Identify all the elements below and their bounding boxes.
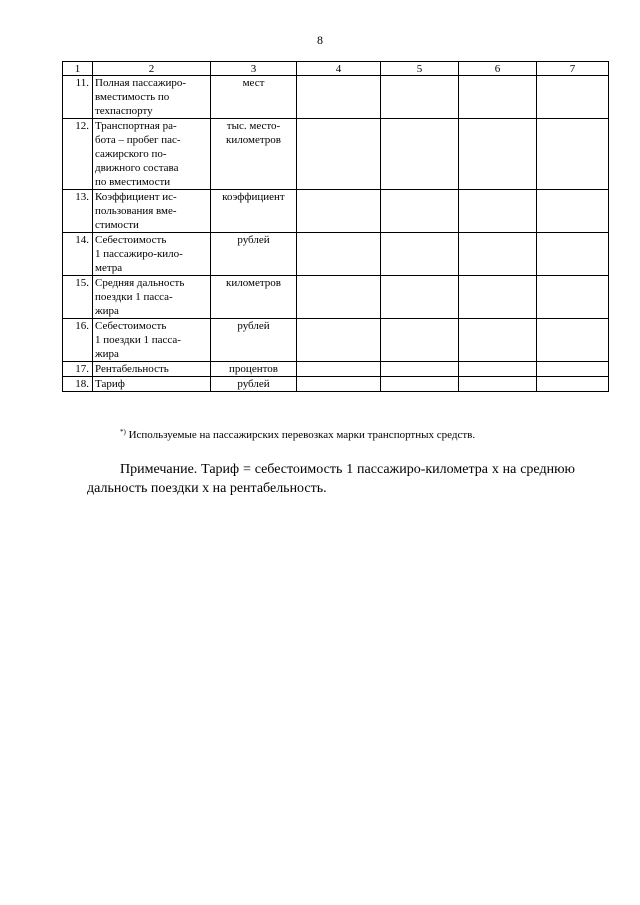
indicator-name bbox=[93, 76, 211, 119]
value-cell bbox=[537, 119, 609, 190]
data-table bbox=[62, 61, 609, 392]
indicator-name-line: сажирского по- bbox=[95, 148, 167, 160]
indicator-name-line: Транспортная ра- bbox=[95, 120, 177, 132]
value-cell bbox=[381, 276, 459, 319]
indicator-name-line: вместимость по bbox=[95, 91, 170, 103]
column-header: 6 bbox=[459, 62, 537, 76]
unit-of-measure bbox=[211, 233, 297, 276]
table-row bbox=[63, 362, 609, 377]
indicator-name-line: Средняя дальность bbox=[95, 277, 185, 289]
row-number: 17. bbox=[63, 362, 93, 377]
row-number: 13. bbox=[63, 190, 93, 233]
indicator-name bbox=[93, 190, 211, 233]
table-row bbox=[63, 377, 609, 392]
indicator-name-line: пользования вме- bbox=[95, 205, 177, 217]
value-cell bbox=[297, 362, 381, 377]
value-cell bbox=[537, 362, 609, 377]
indicator-name-line: стимости bbox=[95, 219, 139, 231]
value-cell bbox=[381, 119, 459, 190]
unit-line: рублей bbox=[237, 320, 270, 332]
value-cell bbox=[297, 319, 381, 362]
indicator-name-line: Коэффициент ис- bbox=[95, 191, 177, 203]
value-cell bbox=[297, 276, 381, 319]
value-cell bbox=[381, 377, 459, 392]
indicator-name bbox=[93, 276, 211, 319]
indicator-name bbox=[93, 377, 211, 392]
row-number: 12. bbox=[63, 119, 93, 190]
value-cell bbox=[537, 190, 609, 233]
footnote-text: Используемые на пассажирских перевозках марки транспортных средств. bbox=[125, 429, 476, 441]
indicator-name-line: поездки 1 пасса- bbox=[95, 291, 173, 303]
value-cell bbox=[297, 377, 381, 392]
indicator-name bbox=[93, 362, 211, 377]
footnote bbox=[120, 428, 475, 441]
unit-of-measure bbox=[211, 190, 297, 233]
value-cell bbox=[297, 233, 381, 276]
note bbox=[87, 460, 575, 498]
column-header: 1 bbox=[63, 62, 93, 76]
table-body bbox=[63, 62, 609, 392]
table-row bbox=[63, 190, 609, 233]
unit-line: километров bbox=[226, 134, 281, 146]
indicator-name-line: метра bbox=[95, 262, 123, 274]
row-number: 11. bbox=[63, 76, 93, 119]
indicator-name-line: 1 поездки 1 пасса- bbox=[95, 334, 181, 346]
value-cell bbox=[459, 190, 537, 233]
unit-line: километров bbox=[226, 277, 281, 289]
value-cell bbox=[297, 76, 381, 119]
value-cell bbox=[459, 119, 537, 190]
value-cell bbox=[459, 377, 537, 392]
table-row bbox=[63, 119, 609, 190]
value-cell bbox=[537, 276, 609, 319]
indicator-name-line: Рентабельность bbox=[95, 363, 169, 375]
header-row bbox=[63, 62, 609, 76]
unit-of-measure bbox=[211, 377, 297, 392]
value-cell bbox=[459, 276, 537, 319]
value-cell bbox=[381, 233, 459, 276]
value-cell bbox=[459, 233, 537, 276]
value-cell bbox=[381, 319, 459, 362]
note-text: Примечание. Тариф = себестоимость 1 пассажиро-километра х на среднюю дальность поездки х на рентабельность. bbox=[87, 462, 575, 496]
indicator-name bbox=[93, 319, 211, 362]
unit-line: коэффициент bbox=[222, 191, 285, 203]
indicator-name-line: по вместимости bbox=[95, 176, 171, 188]
value-cell bbox=[537, 377, 609, 392]
indicator-name-line: Тариф bbox=[95, 378, 125, 390]
table-row bbox=[63, 319, 609, 362]
column-header: 2 bbox=[93, 62, 211, 76]
indicator-name-line: техпаспорту bbox=[95, 105, 153, 117]
indicator-name-line: 1 пассажиро-кило- bbox=[95, 248, 183, 260]
indicator-name-line: жира bbox=[95, 348, 119, 360]
value-cell bbox=[459, 76, 537, 119]
value-cell bbox=[297, 190, 381, 233]
row-number: 16. bbox=[63, 319, 93, 362]
value-cell bbox=[459, 319, 537, 362]
unit-line: процентов bbox=[229, 363, 278, 375]
indicator-name-line: Себестоимость bbox=[95, 320, 167, 332]
value-cell bbox=[381, 362, 459, 377]
column-header: 3 bbox=[211, 62, 297, 76]
value-cell bbox=[459, 362, 537, 377]
unit-of-measure bbox=[211, 362, 297, 377]
indicator-name-line: бота – пробег пас- bbox=[95, 134, 181, 146]
indicator-name bbox=[93, 119, 211, 190]
row-number: 18. bbox=[63, 377, 93, 392]
unit-of-measure bbox=[211, 119, 297, 190]
indicator-name-line: жира bbox=[95, 305, 119, 317]
table-row bbox=[63, 233, 609, 276]
unit-of-measure bbox=[211, 319, 297, 362]
value-cell bbox=[381, 76, 459, 119]
footnote-mark: *) bbox=[120, 428, 126, 436]
value-cell bbox=[537, 319, 609, 362]
indicator-name-line: Себестоимость bbox=[95, 234, 167, 246]
table-row bbox=[63, 76, 609, 119]
indicator-name bbox=[93, 233, 211, 276]
value-cell bbox=[297, 119, 381, 190]
unit-line: рублей bbox=[237, 378, 270, 390]
unit-of-measure bbox=[211, 76, 297, 119]
row-number: 15. bbox=[63, 276, 93, 319]
row-number: 14. bbox=[63, 233, 93, 276]
column-header: 5 bbox=[381, 62, 459, 76]
indicator-name-line: движного состава bbox=[95, 162, 179, 174]
unit-of-measure bbox=[211, 276, 297, 319]
value-cell bbox=[537, 233, 609, 276]
unit-line: рублей bbox=[237, 234, 270, 246]
value-cell bbox=[537, 76, 609, 119]
unit-line: мест bbox=[242, 77, 265, 89]
page-number: 8 bbox=[317, 33, 323, 47]
table-row bbox=[63, 276, 609, 319]
indicator-name-line: Полная пассажиро- bbox=[95, 77, 187, 89]
column-header: 7 bbox=[537, 62, 609, 76]
unit-line: тыс. место- bbox=[226, 120, 281, 132]
value-cell bbox=[381, 190, 459, 233]
column-header: 4 bbox=[297, 62, 381, 76]
